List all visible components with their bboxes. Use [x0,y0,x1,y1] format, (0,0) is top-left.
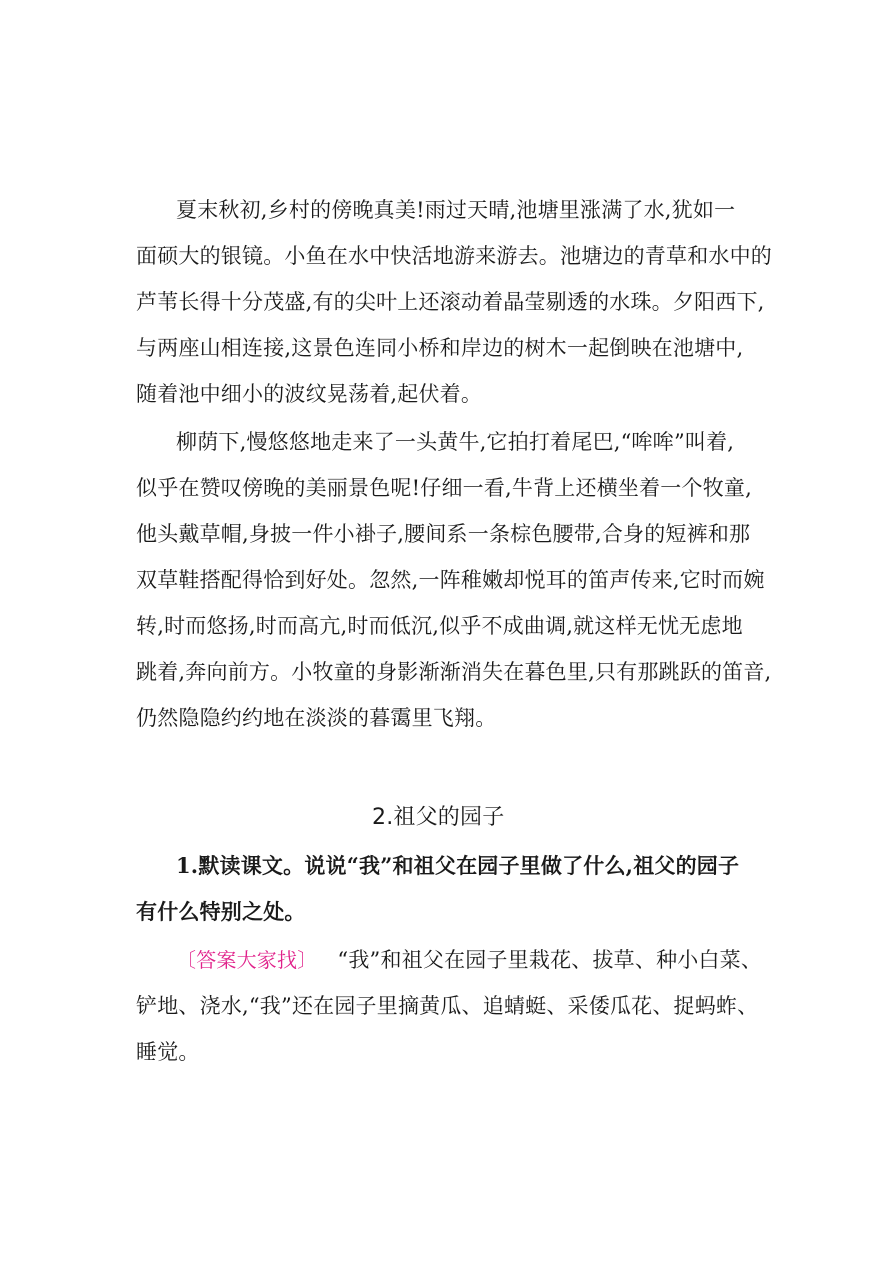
passage-p2-line-3: 他头戴草帽,身披一件小褂子,腰间系一条棕色腰带,合身的短裤和那 [136,522,751,546]
answer-first-line-text: “我”和祖父在园子里栽花、拔草、种小白菜、 [337,948,763,972]
answer-line-3: 睡觉。 [136,1040,200,1064]
answer-tag: 〔答案大家找〕 [176,948,318,972]
question-line-1: 1.默读课文。说说“我”和祖父在园子里做了什么,祖父的园子 [176,853,740,878]
passage-p2-line-4: 双草鞋搭配得恰到好处。忽然,一阵稚嫩却悦耳的笛声传来,它时而婉 [136,568,765,592]
passage-p1-line-5: 随着池中细小的波纹晃荡着,起伏着。 [136,382,483,406]
passage-p2-line-1: 柳荫下,慢悠悠地走来了一头黄牛,它拍打着尾巴,“哞哞”叫着, [176,430,735,454]
passage-p1-line-3: 芦苇长得十分茂盛,有的尖叶上还滚动着晶莹剔透的水珠。夕阳西下, [136,290,765,314]
answer-line-2: 铲地、浇水,“我”还在园子里摘黄瓜、追蜻蜓、采倭瓜花、捉蚂蚱、 [136,994,759,1018]
passage-p2-line-5: 转,时而悠扬,时而高亢,时而低沉,似乎不成曲调,就这样无忧无虑地 [136,614,743,638]
answer-first-line [176,946,762,974]
passage-p2-line-2: 似乎在赞叹傍晚的美丽景色呢!仔细一看,牛背上还横坐着一个牧童, [136,476,752,500]
passage-p2-line-7: 仍然隐隐约约地在淡淡的暮霭里飞翔。 [136,706,497,730]
passage-p2-line-6: 跳着,奔向前方。小牧童的身影渐渐消失在暮色里,只有那跳跃的笛音, [136,660,772,684]
passage-p1-line-1: 夏末秋初,乡村的傍晚真美!雨过天晴,池塘里涨满了水,犹如一 [176,198,736,222]
passage-p1-line-4: 与两座山相连接,这景色连同小桥和岸边的树木一起倒映在池塘中, [136,336,744,360]
question-line-2: 有什么特别之处。 [136,899,306,924]
section-title: 2.祖父的园子 [372,805,505,830]
passage-p1-line-2: 面硕大的银镜。小鱼在水中快活地游来游去。池塘边的青草和水中的 [136,244,772,268]
